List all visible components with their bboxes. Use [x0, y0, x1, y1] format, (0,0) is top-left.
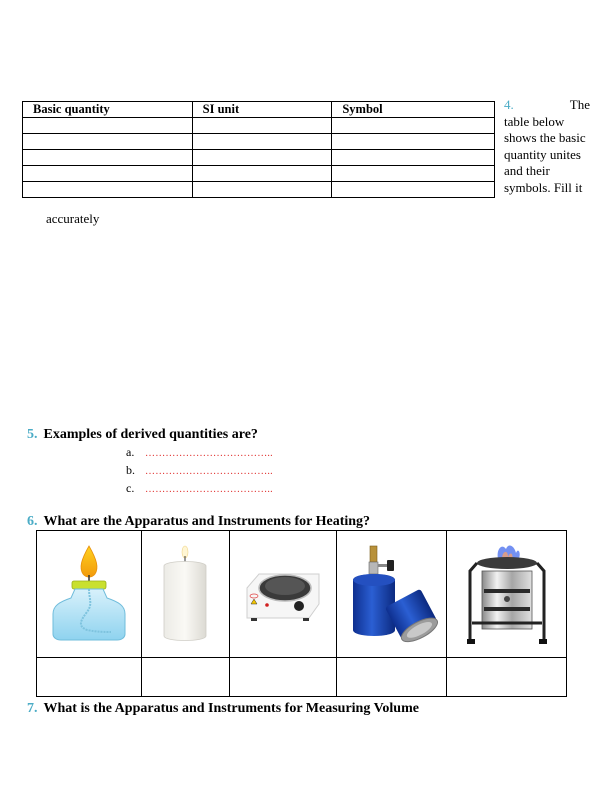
- table-row: [23, 134, 495, 150]
- hot-plate-icon: [241, 564, 325, 624]
- answer-letter: a.: [126, 445, 135, 459]
- table-row: [23, 166, 495, 182]
- table-row: [23, 150, 495, 166]
- cell-si-unit[interactable]: [192, 118, 332, 134]
- spirit-lamp-icon: [47, 544, 131, 644]
- question-4-continuation: accurately: [46, 211, 100, 226]
- answer-cell[interactable]: [37, 658, 142, 697]
- question-4-prompt: [504, 97, 590, 196]
- answer-line-c[interactable]: [126, 480, 273, 498]
- image-cell: [229, 531, 337, 658]
- answer-blank[interactable]: ………………………………..: [145, 466, 273, 477]
- cell-quantity[interactable]: [23, 118, 193, 134]
- table-row: [23, 182, 495, 198]
- answer-blank[interactable]: ………………………………..: [145, 484, 273, 495]
- answer-letter: c.: [126, 481, 135, 495]
- cell-symbol[interactable]: [332, 182, 495, 198]
- cell-si-unit[interactable]: [192, 134, 332, 150]
- answer-line-a[interactable]: [126, 444, 273, 462]
- answer-letter: b.: [126, 463, 135, 477]
- image-cell: [141, 531, 229, 658]
- cell-symbol[interactable]: [332, 134, 495, 150]
- cell-si-unit[interactable]: [192, 150, 332, 166]
- answer-line-b[interactable]: [126, 462, 273, 480]
- answer-cell[interactable]: [141, 658, 229, 697]
- answer-cell[interactable]: [229, 658, 337, 697]
- cell-si-unit[interactable]: [192, 182, 332, 198]
- image-cell: [337, 531, 447, 658]
- answer-cell[interactable]: [447, 658, 567, 697]
- header-basic-quantity: Basic quantity: [23, 102, 193, 118]
- question-4-text: table below shows the basic quantity unites and their symbols. Fill it: [504, 113, 586, 195]
- table-row: [23, 118, 495, 134]
- basic-quantities-table: [22, 101, 495, 198]
- answer-row: [37, 658, 567, 697]
- image-cell: [37, 531, 142, 658]
- question-5-answers: [126, 444, 273, 498]
- gas-burner-icon: [345, 544, 439, 644]
- cell-si-unit[interactable]: [192, 166, 332, 182]
- header-symbol: Symbol: [332, 102, 495, 118]
- header-si-unit: SI unit: [192, 102, 332, 118]
- candle-icon: [160, 544, 210, 644]
- cell-symbol[interactable]: [332, 118, 495, 134]
- cell-quantity[interactable]: [23, 166, 193, 182]
- table-header-row: [23, 102, 495, 118]
- cell-quantity[interactable]: [23, 134, 193, 150]
- question-6-text: What are the Apparatus and Instruments for Heating?: [43, 514, 371, 529]
- question-6-number: 6.: [27, 514, 38, 529]
- question-5-heading: [27, 427, 258, 443]
- question-7-text: What is the Apparatus and Instruments for Measuring Volume: [43, 701, 419, 716]
- question-4-number: 4.: [504, 97, 514, 112]
- question-6-heading: [27, 514, 370, 530]
- answer-cell[interactable]: [337, 658, 447, 697]
- cell-symbol[interactable]: [332, 150, 495, 166]
- question-5-number: 5.: [27, 427, 38, 442]
- question-7-number: 7.: [27, 701, 38, 716]
- kerosene-stove-icon: [462, 541, 552, 647]
- question-7-heading: [27, 701, 419, 717]
- image-row: [37, 531, 567, 658]
- question-5-text: Examples of derived quantities are?: [43, 427, 258, 442]
- cell-quantity[interactable]: [23, 182, 193, 198]
- heating-apparatus-table: [36, 530, 567, 697]
- cell-symbol[interactable]: [332, 166, 495, 182]
- answer-blank[interactable]: ………………………………..: [145, 448, 273, 459]
- question-4-first-word: The: [569, 97, 590, 112]
- image-cell: [447, 531, 567, 658]
- cell-quantity[interactable]: [23, 150, 193, 166]
